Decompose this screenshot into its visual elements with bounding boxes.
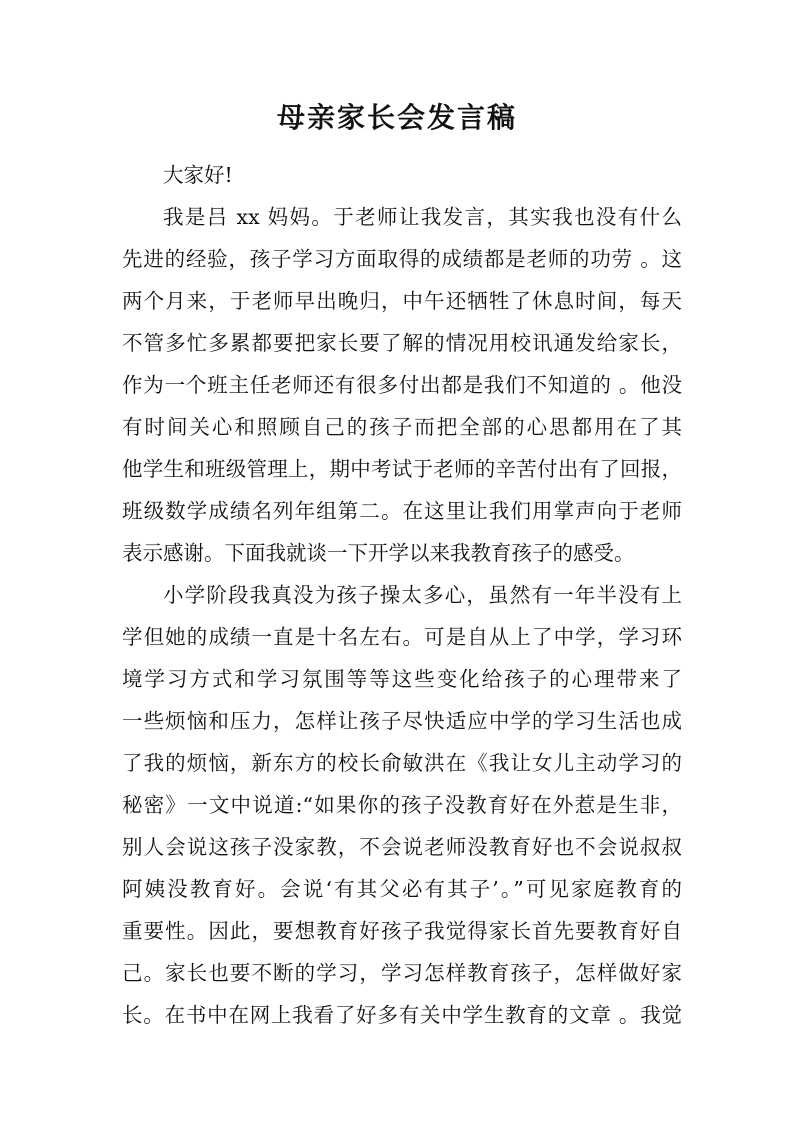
text-line: 作为一个班主任老师还有很多付出都是我们不知道的 。他没 bbox=[122, 373, 682, 397]
text-line: 别人会说这孩子没家教，不会说老师没教育好也不会说叔叔 bbox=[122, 835, 682, 859]
text-line: 先进的经验，孩子学习方面取得的成绩都是老师的功劳 。这 bbox=[122, 247, 682, 271]
text-line: 我是吕 xx 妈妈。于老师让我发言，其实我也没有什么 bbox=[163, 205, 682, 229]
text-line: 长。在书中在网上我看了好多有关中学生教育的文章 。我觉 bbox=[122, 1003, 682, 1027]
text-line: 有时间关心和照顾自己的孩子而把全部的心思都用在了其 bbox=[122, 415, 682, 439]
text-line: 己。家长也要不断的学习，学习怎样教育孩子，怎样做好家 bbox=[122, 961, 682, 985]
paragraph-2 bbox=[122, 574, 682, 1036]
document-title: 母亲家长会发言稿 bbox=[276, 101, 517, 134]
text-line: 秘密》一文中说道:“如果你的孩子没教育好在外惹是生非， bbox=[122, 793, 682, 817]
document-body bbox=[122, 154, 682, 1036]
text-line: 小学阶段我真没为孩子操太多心，虽然有一年半没有上 bbox=[163, 583, 682, 607]
text-line: 了我的烦恼，新东方的校长俞敏洪在《我让女儿主动学习的 bbox=[122, 751, 682, 775]
text-line: 境学习方式和学习氛围等等这些变化给孩子的心理带来了 bbox=[122, 667, 682, 691]
text-line: 一些烦恼和压力，怎样让孩子尽快适应中学的学习生活也成 bbox=[122, 709, 682, 733]
text-line: 表示感谢。下面我就谈一下开学以来我教育孩子的感受。 bbox=[122, 541, 635, 565]
text-line: 阿姨没教育好。会说‘有其父必有其子’。”可见家庭教育的 bbox=[122, 877, 682, 901]
text-line: 他学生和班级管理上，期中考试于老师的辛苦付出有了回报， bbox=[122, 457, 682, 481]
text-line: 不管多忙多累都要把家长要了解的情况用校讯通发给家长， bbox=[122, 331, 682, 355]
greeting-line: 大家好! bbox=[163, 163, 233, 187]
text-line: 重要性。因此，要想教育好孩子我觉得家长首先要教育好自 bbox=[122, 919, 682, 943]
text-line: 学但她的成绩一直是十名左右。可是自从上了中学，学习环 bbox=[122, 625, 682, 649]
paragraph-1 bbox=[122, 196, 682, 574]
text-line: 两个月来，于老师早出晚归，中午还牺牲了休息时间，每天 bbox=[122, 289, 682, 313]
text-line: 班级数学成绩名列年组第二。在这里让我们用掌声向于老师 bbox=[122, 499, 682, 523]
